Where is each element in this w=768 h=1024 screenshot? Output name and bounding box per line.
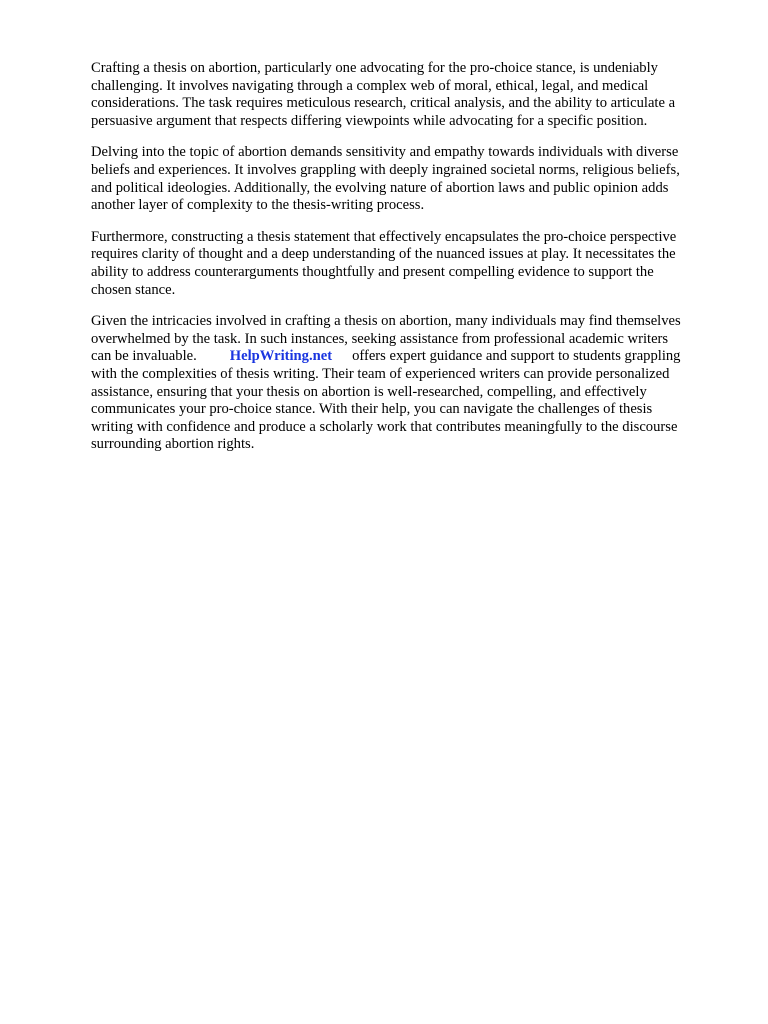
- text-line: assistance, ensuring that your thesis on abortion is well-researched, compelling, and effectively: [91, 383, 647, 400]
- text-line: requires clarity of thought and a deep understanding of the nuanced issues at play. It necessitates the: [91, 246, 676, 263]
- text-line: Delving into the topic of abortion demands sensitivity and empathy towards individuals with diverse: [91, 144, 679, 161]
- text-line: another layer of complexity to the thesis-writing process.: [91, 197, 425, 214]
- text-line: chosen stance.: [91, 281, 176, 298]
- text-line: Given the intricacies involved in crafting a thesis on abortion, many individuals may find themselves: [91, 313, 681, 330]
- document-body: [91, 60, 731, 468]
- text-line: ability to address counterarguments thoughtfully and present compelling evidence to support the: [91, 263, 654, 280]
- text-line: overwhelmed by the task. In such instances, seeking assistance from professional academic writers: [91, 330, 669, 347]
- text-line: writing with confidence and produce a scholarly work that contributes meaningfully to the discourse: [91, 418, 678, 435]
- helpwriting-link[interactable]: HelpWriting.net: [229, 348, 333, 365]
- text-line: Crafting a thesis on abortion, particularly one advocating for the pro-choice stance, is undeniably: [91, 60, 658, 76]
- link-line-before-text: can be invaluable.: [91, 348, 197, 365]
- text-line: communicates your pro-choice stance. With their help, you can navigate the challenges of thesis: [91, 401, 653, 418]
- text-line: with the complexities of thesis writing. Their team of experienced writers can provide personalized: [91, 365, 670, 382]
- text-line: surrounding abortion rights.: [91, 436, 255, 453]
- paragraph-1: [91, 60, 731, 130]
- text-line: and political ideologies. Additionally, the evolving nature of abortion laws and public opinion adds: [91, 179, 669, 196]
- text-line: beliefs and experiences. It involves grappling with deeply ingrained societal norms, religious beliefs,: [91, 161, 680, 178]
- paragraph-3: [91, 229, 731, 299]
- text-line-with-link: [91, 348, 731, 366]
- link-line-after-text: offers expert guidance and support to students grappling: [352, 348, 681, 365]
- text-line: Furthermore, constructing a thesis statement that effectively encapsulates the pro-choice perspective: [91, 228, 677, 245]
- paragraph-4: [91, 313, 731, 454]
- paragraph-2: [91, 144, 731, 214]
- text-line: challenging. It involves navigating through a complex web of moral, ethical, legal, and medical: [91, 77, 649, 94]
- text-line: persuasive argument that respects differing viewpoints while advocating for a specific position.: [91, 112, 648, 129]
- text-line: considerations. The task requires meticulous research, critical analysis, and the ability to articulate a: [91, 95, 676, 112]
